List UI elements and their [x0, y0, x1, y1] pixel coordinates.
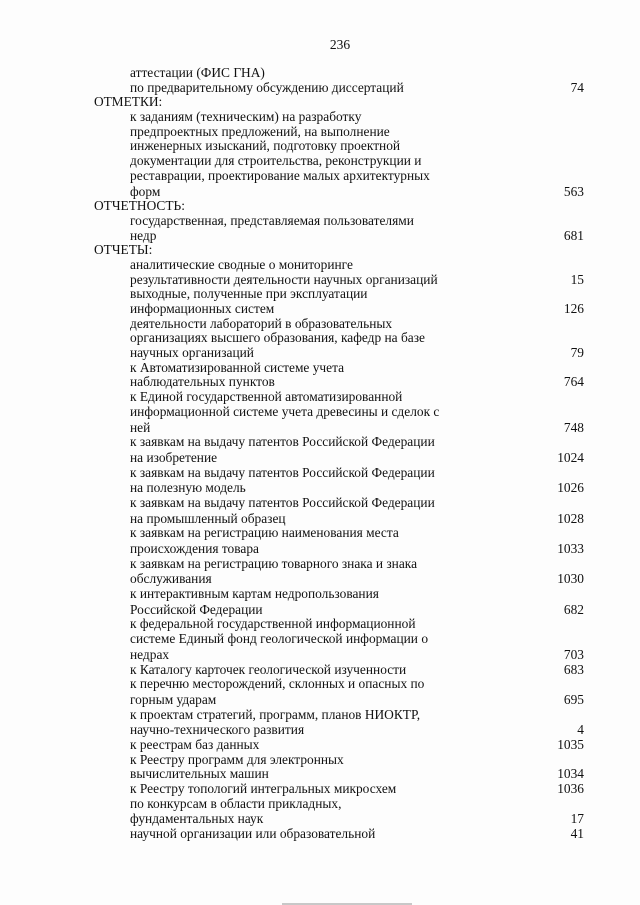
index-heading-line [0, 95, 640, 110]
index-entry-line [0, 421, 640, 436]
page-reference-number: 563 [563, 183, 584, 199]
index-entry-line [0, 587, 640, 602]
index-entry-line [0, 66, 640, 81]
index-entry-line [0, 287, 640, 302]
index-entry-text: к Автоматизированной системе учета [130, 359, 345, 375]
index-heading: ОТЧЕТНОСТЬ: [94, 198, 185, 214]
page-reference-number: 1034 [557, 766, 584, 782]
index-entry-text: на полезную модель [130, 480, 246, 496]
index-entry-line [0, 81, 640, 96]
index-entry-line [0, 481, 640, 496]
index-entry-text: недрах [130, 646, 170, 662]
index-entry-line [0, 738, 640, 753]
page-reference-number: 1030 [557, 571, 584, 587]
index-entry-text: к проектам стратегий, программ, планов НИОКТР, [130, 706, 421, 722]
index-entry-line [0, 390, 640, 405]
index-entry-text: к Реестру программ для электронных [130, 751, 344, 767]
page-reference-number: 4 [577, 722, 584, 738]
index-heading-line [0, 243, 640, 258]
index-entry-line [0, 753, 640, 768]
index-entry-line [0, 451, 640, 466]
index-entry-line [0, 302, 640, 317]
index-entry-line [0, 542, 640, 557]
index-entry-line [0, 125, 640, 140]
index-entry-line [0, 723, 640, 738]
index-entry-text: аналитические сводные о мониторинге [130, 256, 353, 272]
index-entry-line [0, 827, 640, 842]
index-entry-text: Российской Федерации [130, 601, 263, 617]
index-entry-text: к Единой государственной автоматизированной [130, 389, 403, 405]
index-entry-text: реставрации, проектирование малых архитектурных [130, 167, 430, 183]
page-reference-number: 748 [563, 419, 584, 435]
index-entry-line [0, 617, 640, 632]
index-entry-text: результативности деятельности научных организаций [130, 271, 438, 287]
page-number: 236 [329, 37, 351, 52]
page-reference-number: 17 [570, 811, 584, 827]
index-entry-text: к заявкам на выдачу патентов Российской Федерации [130, 464, 435, 480]
index-entry-line [0, 557, 640, 572]
index-entry-line [0, 708, 640, 723]
index-entry-text: к заявкам на выдачу патентов Российской Федерации [130, 434, 435, 450]
index-entry-line [0, 273, 640, 288]
index-entry-text: выходные, полученные при эксплуатации [130, 286, 368, 302]
index-entry-text: научно-технического развития [130, 722, 305, 738]
index-entry-line [0, 435, 640, 450]
index-entry-line [0, 375, 640, 390]
index-entry-text: инженерных изысканий, подготовку проектной [130, 138, 401, 154]
index-entry-line [0, 526, 640, 541]
index-entry-text: на промышленный образец [130, 510, 286, 526]
page-reference-number: 1026 [557, 480, 584, 496]
index-entry-line [0, 229, 640, 244]
index-entry-line [0, 405, 640, 420]
page-reference-number: 126 [563, 301, 584, 316]
index-entry-line [0, 603, 640, 618]
index-entry-text: предпроектных предложений, на выполнение [130, 123, 390, 139]
page-reference-number: 682 [563, 601, 584, 617]
index-entry-text: недр [130, 227, 157, 243]
page-reference-number: 683 [563, 661, 584, 677]
page-reference-number: 703 [563, 646, 584, 662]
index-entry-text: научных организаций [130, 345, 254, 361]
index-entry-text: наблюдательных пунктов [130, 374, 275, 390]
index-entry-line [0, 648, 640, 663]
index-entry-text: системе Единый фонд геологической информации о [130, 631, 429, 647]
page-reference-number: 1033 [557, 541, 584, 556]
index-entry-text: к заявкам на выдачу патентов Российской Федерации [130, 494, 435, 510]
index-entry-line [0, 466, 640, 481]
index-entry-line [0, 214, 640, 229]
index-entry-text: форм [130, 183, 161, 199]
index-entry-text: ней [130, 419, 151, 435]
index-entry-line [0, 767, 640, 782]
page-reference-number: 79 [570, 345, 584, 361]
index-entry-line [0, 346, 640, 361]
index-entry-text: на изобретение [130, 449, 218, 465]
index-entry-line [0, 317, 640, 332]
page-reference-number: 74 [570, 79, 584, 95]
index-entry-text: информационной системе учета древесины и сделок с [130, 403, 440, 419]
index-entry-text: к заданиям (техническим) на разработку [130, 109, 362, 125]
index-entry-line [0, 139, 640, 154]
index-entry-line [0, 782, 640, 797]
index-entry-line [0, 677, 640, 692]
index-entry-line [0, 632, 640, 647]
index-entry-line [0, 693, 640, 708]
index-heading-line [0, 199, 640, 214]
index-entry-text: к реестрам баз данных [130, 736, 260, 752]
index-entry-line [0, 185, 640, 200]
index-entry-line [0, 512, 640, 527]
index-list [0, 66, 640, 842]
index-entry-text: к заявкам на регистрацию наименования места [130, 525, 399, 541]
index-entry-text: деятельности лабораторий в образовательных [130, 315, 393, 331]
index-entry-text: по конкурсам в области прикладных, [130, 795, 342, 811]
index-entry-line [0, 361, 640, 376]
index-heading: ОТМЕТКИ: [94, 94, 163, 110]
index-entry-line [0, 812, 640, 827]
index-entry-text: по предварительному обсуждению диссертаций [130, 79, 404, 95]
index-entry-line [0, 331, 640, 346]
index-entry-text: вычислительных машин [130, 766, 269, 782]
index-entry-text: документации для строительства, реконструкции и [130, 153, 422, 169]
index-entry-line [0, 110, 640, 125]
index-entry-text: к Каталогу карточек геологической изученности [130, 661, 407, 677]
page-reference-number: 41 [570, 826, 584, 842]
index-entry-line [0, 797, 640, 812]
index-entry-text: фундаментальных наук [130, 811, 264, 827]
index-entry-text: к перечню месторождений, склонных и опасных по [130, 676, 425, 692]
page-reference-number: 1024 [557, 449, 584, 465]
index-entry-text: горным ударам [130, 691, 217, 707]
index-entry-text: к заявкам на регистрацию товарного знака и знака [130, 555, 418, 571]
index-entry-line [0, 169, 640, 184]
index-entry-text: к интерактивным картам недропользования [130, 586, 379, 602]
page-reference-number: 1028 [557, 510, 584, 526]
page-reference-number: 1035 [557, 736, 584, 752]
index-entry-text: государственная, представляемая пользователями [130, 212, 414, 228]
index-entry-text: организациях высшего образования, кафедр на базе [130, 330, 425, 346]
index-entry-text: обслуживания [130, 571, 212, 587]
index-entry-text: аттестации (ФИС ГНА) [130, 65, 265, 80]
page-reference-number: 681 [563, 227, 584, 243]
index-entry-line [0, 496, 640, 511]
index-entry-text: к федеральной государственной информационной [130, 616, 416, 632]
index-entry-text: происхождения товара [130, 541, 259, 556]
index-entry-line [0, 663, 640, 678]
index-entry-text: информационных систем [130, 301, 275, 316]
page-reference-number: 15 [570, 271, 584, 287]
index-entry-line [0, 154, 640, 169]
page-reference-number: 695 [563, 691, 584, 707]
index-entry-text: к Реестру топологий интегральных микросхем [130, 781, 397, 796]
index-heading: ОТЧЕТЫ: [94, 242, 153, 258]
index-entry-line [0, 258, 640, 273]
index-entry-line [0, 572, 640, 587]
page-reference-number: 764 [563, 374, 584, 390]
page-reference-number: 1036 [557, 781, 584, 796]
index-entry-text: научной организации или образовательной [130, 826, 376, 842]
